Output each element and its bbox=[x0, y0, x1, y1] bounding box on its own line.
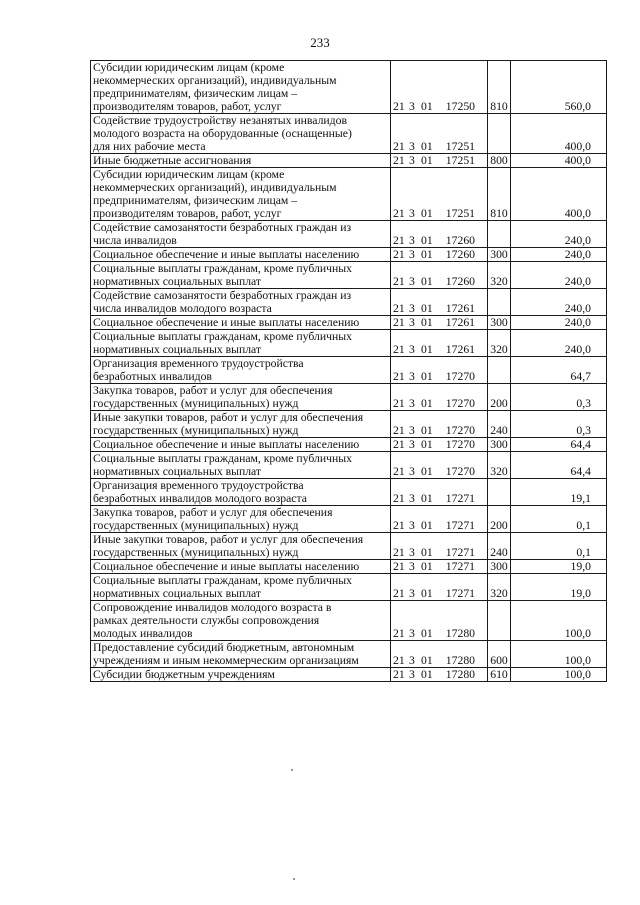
code-target: 17270 bbox=[445, 397, 475, 410]
code-section: 3 bbox=[409, 207, 415, 220]
table-row bbox=[91, 154, 607, 168]
row-expense-type: 320 bbox=[488, 262, 511, 289]
code-section: 3 bbox=[409, 248, 415, 261]
code-target: 17260 bbox=[445, 248, 475, 261]
code-ministry: 21 bbox=[393, 275, 405, 288]
code-subsection: 01 bbox=[421, 248, 433, 261]
row-amount: 240,0 bbox=[511, 289, 607, 316]
code-section: 3 bbox=[409, 397, 415, 410]
code-section: 3 bbox=[409, 654, 415, 667]
code-subsection: 01 bbox=[421, 397, 433, 410]
description-line: Социальное обеспечение и иные выплаты населению bbox=[93, 248, 360, 261]
code-target: 17280 bbox=[445, 627, 475, 640]
code-target: 17261 bbox=[445, 302, 475, 315]
description-line: предпринимателям, физическим лицам – bbox=[93, 87, 298, 100]
row-amount: 64,4 bbox=[511, 452, 607, 479]
description-line: Социальные выплаты гражданам, кроме публичных bbox=[93, 262, 352, 275]
code-section: 3 bbox=[409, 234, 415, 247]
table-row bbox=[91, 411, 607, 438]
row-description bbox=[91, 438, 391, 452]
table-row bbox=[91, 289, 607, 316]
code-ministry: 21 bbox=[393, 492, 405, 505]
code-subsection: 01 bbox=[421, 465, 433, 478]
row-amount: 19,0 bbox=[511, 560, 607, 574]
code-ministry: 21 bbox=[393, 100, 405, 113]
row-expense-type: 300 bbox=[488, 560, 511, 574]
code-section: 3 bbox=[409, 316, 415, 329]
row-expense-type bbox=[488, 601, 511, 641]
row-amount: 400,0 bbox=[511, 168, 607, 221]
row-expense-type: 300 bbox=[488, 316, 511, 330]
row-classification-code bbox=[391, 114, 488, 154]
code-section: 3 bbox=[409, 668, 415, 681]
row-classification-code bbox=[391, 560, 488, 574]
row-description bbox=[91, 384, 391, 411]
description-line: нормативных социальных выплат bbox=[93, 465, 262, 478]
table-row bbox=[91, 330, 607, 357]
row-amount: 0,1 bbox=[511, 533, 607, 560]
row-classification-code bbox=[391, 438, 488, 452]
row-classification-code bbox=[391, 154, 488, 168]
row-classification-code bbox=[391, 61, 488, 114]
code-subsection: 01 bbox=[421, 154, 433, 167]
description-line: Социальное обеспечение и иные выплаты населению bbox=[93, 438, 360, 451]
code-target: 17251 bbox=[445, 207, 475, 220]
code-subsection: 01 bbox=[421, 207, 433, 220]
row-expense-type: 200 bbox=[488, 506, 511, 533]
description-line: безработных инвалидов молодого возраста bbox=[93, 492, 307, 505]
row-expense-type bbox=[488, 221, 511, 248]
row-description bbox=[91, 221, 391, 248]
code-subsection: 01 bbox=[421, 140, 433, 153]
code-section: 3 bbox=[409, 438, 415, 451]
row-classification-code bbox=[391, 357, 488, 384]
row-description bbox=[91, 452, 391, 479]
row-description bbox=[91, 668, 391, 682]
description-line: Социальные выплаты гражданам, кроме публичных bbox=[93, 452, 352, 465]
row-description bbox=[91, 330, 391, 357]
table-row bbox=[91, 316, 607, 330]
code-section: 3 bbox=[409, 546, 415, 559]
row-expense-type bbox=[488, 479, 511, 506]
row-description bbox=[91, 168, 391, 221]
row-classification-code bbox=[391, 384, 488, 411]
table-row bbox=[91, 560, 607, 574]
row-expense-type bbox=[488, 114, 511, 154]
code-target: 17250 bbox=[445, 100, 475, 113]
table-row bbox=[91, 61, 607, 114]
row-description bbox=[91, 61, 391, 114]
code-ministry: 21 bbox=[393, 397, 405, 410]
row-description bbox=[91, 560, 391, 574]
row-description bbox=[91, 248, 391, 262]
row-expense-type: 800 bbox=[488, 154, 511, 168]
code-target: 17261 bbox=[445, 343, 475, 356]
code-ministry: 21 bbox=[393, 424, 405, 437]
code-subsection: 01 bbox=[421, 654, 433, 667]
row-classification-code bbox=[391, 168, 488, 221]
code-ministry: 21 bbox=[393, 627, 405, 640]
description-line: числа инвалидов молодого возраста bbox=[93, 302, 272, 315]
row-description bbox=[91, 411, 391, 438]
row-amount: 100,0 bbox=[511, 601, 607, 641]
code-ministry: 21 bbox=[393, 316, 405, 329]
code-section: 3 bbox=[409, 492, 415, 505]
code-subsection: 01 bbox=[421, 668, 433, 681]
code-ministry: 21 bbox=[393, 234, 405, 247]
code-ministry: 21 bbox=[393, 302, 405, 315]
code-target: 17271 bbox=[445, 519, 475, 532]
row-amount: 64,4 bbox=[511, 438, 607, 452]
code-ministry: 21 bbox=[393, 465, 405, 478]
row-classification-code bbox=[391, 248, 488, 262]
description-line: Закупка товаров, работ и услуг для обеспечения bbox=[93, 506, 333, 519]
description-line: некоммерческих организаций), индивидуальным bbox=[93, 74, 337, 87]
description-line: государственных (муниципальных) нужд bbox=[93, 546, 299, 559]
code-section: 3 bbox=[409, 302, 415, 315]
description-line: Содействие самозанятости безработных граждан из bbox=[93, 289, 352, 302]
row-amount: 100,0 bbox=[511, 641, 607, 668]
code-subsection: 01 bbox=[421, 519, 433, 532]
code-subsection: 01 bbox=[421, 302, 433, 315]
row-description bbox=[91, 479, 391, 506]
description-line: предпринимателям, физическим лицам – bbox=[93, 194, 298, 207]
code-target: 17251 bbox=[445, 154, 475, 167]
description-line: Социальное обеспечение и иные выплаты населению bbox=[93, 560, 360, 573]
code-target: 17270 bbox=[445, 438, 475, 451]
code-section: 3 bbox=[409, 424, 415, 437]
code-target: 17260 bbox=[445, 234, 475, 247]
code-target: 17271 bbox=[445, 546, 475, 559]
row-description bbox=[91, 641, 391, 668]
code-subsection: 01 bbox=[421, 100, 433, 113]
code-ministry: 21 bbox=[393, 248, 405, 261]
row-amount: 240,0 bbox=[511, 221, 607, 248]
scan-speck bbox=[291, 769, 293, 771]
code-subsection: 01 bbox=[421, 424, 433, 437]
table-row bbox=[91, 479, 607, 506]
code-target: 17261 bbox=[445, 316, 475, 329]
code-ministry: 21 bbox=[393, 154, 405, 167]
row-expense-type bbox=[488, 357, 511, 384]
row-expense-type: 300 bbox=[488, 248, 511, 262]
description-line: молодых инвалидов bbox=[93, 627, 193, 640]
page-number: 233 bbox=[310, 35, 330, 50]
code-ministry: 21 bbox=[393, 519, 405, 532]
row-classification-code bbox=[391, 411, 488, 438]
code-section: 3 bbox=[409, 560, 415, 573]
row-amount: 560,0 bbox=[511, 61, 607, 114]
table-row bbox=[91, 533, 607, 560]
table-row bbox=[91, 574, 607, 601]
code-subsection: 01 bbox=[421, 587, 433, 600]
code-subsection: 01 bbox=[421, 275, 433, 288]
code-subsection: 01 bbox=[421, 234, 433, 247]
description-line: Предоставление субсидий бюджетным, автономным bbox=[93, 641, 355, 654]
code-target: 17280 bbox=[445, 668, 475, 681]
row-classification-code bbox=[391, 533, 488, 560]
row-amount: 400,0 bbox=[511, 114, 607, 154]
row-expense-type: 300 bbox=[488, 438, 511, 452]
description-line: для них рабочие места bbox=[93, 140, 206, 153]
description-line: нормативных социальных выплат bbox=[93, 587, 262, 600]
table-row bbox=[91, 384, 607, 411]
row-classification-code bbox=[391, 289, 488, 316]
row-expense-type: 320 bbox=[488, 330, 511, 357]
description-line: Субсидии юридическим лицам (кроме bbox=[93, 168, 285, 181]
description-line: Иные бюджетные ассигнования bbox=[93, 154, 252, 167]
code-subsection: 01 bbox=[421, 343, 433, 356]
table-row bbox=[91, 668, 607, 682]
table-row bbox=[91, 262, 607, 289]
code-ministry: 21 bbox=[393, 140, 405, 153]
description-line: Субсидии юридическим лицам (кроме bbox=[93, 61, 285, 74]
row-amount: 240,0 bbox=[511, 248, 607, 262]
description-line: числа инвалидов bbox=[93, 234, 177, 247]
row-amount: 0,1 bbox=[511, 506, 607, 533]
code-ministry: 21 bbox=[393, 438, 405, 451]
code-target: 17260 bbox=[445, 275, 475, 288]
row-classification-code bbox=[391, 330, 488, 357]
description-line: нормативных социальных выплат bbox=[93, 343, 262, 356]
description-line: Содействие самозанятости безработных граждан из bbox=[93, 221, 352, 234]
code-section: 3 bbox=[409, 100, 415, 113]
description-line: молодого возраста на оборудованные (оснащенные) bbox=[93, 127, 352, 140]
table-row bbox=[91, 221, 607, 248]
row-classification-code bbox=[391, 262, 488, 289]
description-line: Сопровождение инвалидов молодого возраста в bbox=[93, 601, 332, 614]
description-line: Социальное обеспечение и иные выплаты населению bbox=[93, 316, 360, 329]
description-line: Организация временного трудоустройства bbox=[93, 479, 304, 492]
row-classification-code bbox=[391, 641, 488, 668]
row-expense-type: 240 bbox=[488, 411, 511, 438]
code-ministry: 21 bbox=[393, 370, 405, 383]
code-subsection: 01 bbox=[421, 316, 433, 329]
row-classification-code bbox=[391, 601, 488, 641]
code-target: 17270 bbox=[445, 370, 475, 383]
code-section: 3 bbox=[409, 275, 415, 288]
row-description bbox=[91, 316, 391, 330]
code-ministry: 21 bbox=[393, 560, 405, 573]
code-ministry: 21 bbox=[393, 654, 405, 667]
row-expense-type: 200 bbox=[488, 384, 511, 411]
code-section: 3 bbox=[409, 587, 415, 600]
table-row bbox=[91, 168, 607, 221]
row-expense-type: 810 bbox=[488, 61, 511, 114]
row-amount: 19,1 bbox=[511, 479, 607, 506]
code-target: 17251 bbox=[445, 140, 475, 153]
code-section: 3 bbox=[409, 140, 415, 153]
code-target: 17271 bbox=[445, 492, 475, 505]
row-description bbox=[91, 262, 391, 289]
code-target: 17280 bbox=[445, 654, 475, 667]
row-amount: 0,3 bbox=[511, 411, 607, 438]
description-line: Организация временного трудоустройства bbox=[93, 357, 304, 370]
table-row bbox=[91, 641, 607, 668]
description-line: Иные закупки товаров, работ и услуг для обеспечения bbox=[93, 533, 364, 546]
code-target: 17271 bbox=[445, 560, 475, 573]
description-line: производителям товаров, работ, услуг bbox=[93, 207, 282, 220]
row-classification-code bbox=[391, 574, 488, 601]
code-ministry: 21 bbox=[393, 546, 405, 559]
code-subsection: 01 bbox=[421, 627, 433, 640]
description-line: нормативных социальных выплат bbox=[93, 275, 262, 288]
budget-table-body bbox=[91, 61, 607, 682]
table-row bbox=[91, 601, 607, 641]
row-expense-type: 320 bbox=[488, 574, 511, 601]
row-classification-code bbox=[391, 506, 488, 533]
code-subsection: 01 bbox=[421, 546, 433, 559]
code-subsection: 01 bbox=[421, 438, 433, 451]
row-amount: 240,0 bbox=[511, 262, 607, 289]
row-description bbox=[91, 154, 391, 168]
code-subsection: 01 bbox=[421, 492, 433, 505]
code-section: 3 bbox=[409, 465, 415, 478]
table-row bbox=[91, 452, 607, 479]
row-expense-type: 600 bbox=[488, 641, 511, 668]
table-row bbox=[91, 506, 607, 533]
code-section: 3 bbox=[409, 343, 415, 356]
code-target: 17271 bbox=[445, 587, 475, 600]
code-section: 3 bbox=[409, 370, 415, 383]
row-classification-code bbox=[391, 452, 488, 479]
code-section: 3 bbox=[409, 627, 415, 640]
code-subsection: 01 bbox=[421, 370, 433, 383]
table-row bbox=[91, 357, 607, 384]
description-line: безработных инвалидов bbox=[93, 370, 212, 383]
row-amount: 400,0 bbox=[511, 154, 607, 168]
code-ministry: 21 bbox=[393, 668, 405, 681]
row-amount: 240,0 bbox=[511, 330, 607, 357]
row-amount: 240,0 bbox=[511, 316, 607, 330]
description-line: учреждениям и иным некоммерческим организациям bbox=[93, 654, 359, 667]
code-section: 3 bbox=[409, 519, 415, 532]
description-line: государственных (муниципальных) нужд bbox=[93, 519, 299, 532]
row-expense-type: 320 bbox=[488, 452, 511, 479]
row-classification-code bbox=[391, 668, 488, 682]
row-amount: 0,3 bbox=[511, 384, 607, 411]
description-line: Социальные выплаты гражданам, кроме публичных bbox=[93, 574, 352, 587]
description-line: государственных (муниципальных) нужд bbox=[93, 397, 299, 410]
row-classification-code bbox=[391, 479, 488, 506]
row-classification-code bbox=[391, 316, 488, 330]
row-description bbox=[91, 506, 391, 533]
table-row bbox=[91, 248, 607, 262]
row-classification-code bbox=[391, 221, 488, 248]
description-line: производителям товаров, работ, услуг bbox=[93, 100, 282, 113]
row-amount: 64,7 bbox=[511, 357, 607, 384]
code-ministry: 21 bbox=[393, 587, 405, 600]
row-description bbox=[91, 114, 391, 154]
budget-table bbox=[90, 60, 607, 682]
row-description bbox=[91, 574, 391, 601]
description-line: рамках деятельности службы сопровождения bbox=[93, 614, 320, 627]
row-expense-type bbox=[488, 289, 511, 316]
table-row bbox=[91, 438, 607, 452]
code-ministry: 21 bbox=[393, 207, 405, 220]
code-target: 17270 bbox=[445, 424, 475, 437]
code-ministry: 21 bbox=[393, 343, 405, 356]
code-subsection: 01 bbox=[421, 560, 433, 573]
description-line: Иные закупки товаров, работ и услуг для обеспечения bbox=[93, 411, 364, 424]
row-amount: 100,0 bbox=[511, 668, 607, 682]
row-expense-type: 810 bbox=[488, 168, 511, 221]
description-line: Закупка товаров, работ и услуг для обеспечения bbox=[93, 384, 333, 397]
row-description bbox=[91, 357, 391, 384]
description-line: государственных (муниципальных) нужд bbox=[93, 424, 299, 437]
table-row bbox=[91, 114, 607, 154]
description-line: Содействие трудоустройству незанятых инвалидов bbox=[93, 114, 347, 127]
row-expense-type: 240 bbox=[488, 533, 511, 560]
code-target: 17270 bbox=[445, 465, 475, 478]
row-expense-type: 610 bbox=[488, 668, 511, 682]
description-line: некоммерческих организаций), индивидуальным bbox=[93, 181, 337, 194]
description-line: Субсидии бюджетным учреждениям bbox=[93, 668, 275, 681]
row-amount: 19,0 bbox=[511, 574, 607, 601]
code-section: 3 bbox=[409, 154, 415, 167]
row-description bbox=[91, 533, 391, 560]
scan-speck bbox=[293, 878, 295, 880]
description-line: Социальные выплаты гражданам, кроме публичных bbox=[93, 330, 352, 343]
row-description bbox=[91, 289, 391, 316]
row-description bbox=[91, 601, 391, 641]
